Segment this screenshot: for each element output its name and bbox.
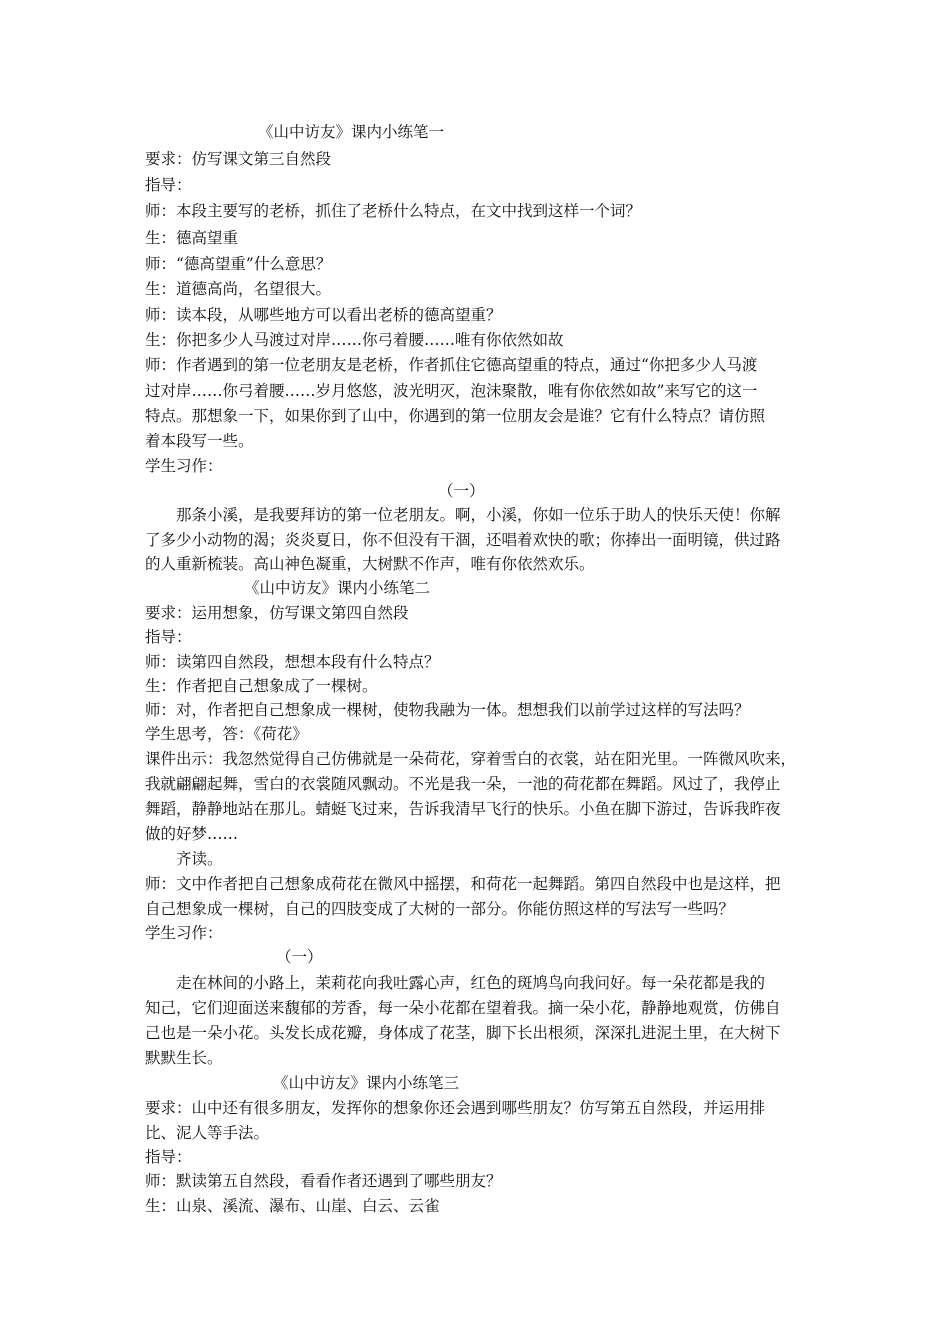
text-line: 师：本段主要写的老桥，抓住了老桥什么特点，在文中找到这样一个词？ [145,202,642,220]
text-line: 自己想象成一棵树，自己的四肢变成了大树的一部分。你能仿照这样的写法写一些吗？ [145,900,735,918]
section-title: 《山中访友》课内小练笔三 [273,1074,460,1092]
text-line: 生：作者把自己想象成了一棵树。 [145,677,378,695]
text-line: 要求：仿写课文第三自然段 [145,150,332,168]
text-line: 学生习作： [145,457,223,475]
text-line: 要求：山中还有很多朋友，发挥你的想象你还会遇到哪些朋友？仿写第五自然段，并运用排 [145,1099,766,1117]
text-line: 过对岸……你弓着腰……岁月悠悠，波光明灭，泡沫聚散，唯有你依然如故”来写它的这一 [145,382,758,400]
text-line: 学生习作： [145,924,223,942]
text-line: 师：对，作者把自己想象成一棵树，使物我融为一体。想想我们以前学过这样的写法吗？ [145,701,750,719]
text-line: 的人重新梳装。高山神色凝重，大树默不作声，唯有你依然欢乐。 [145,555,595,573]
text-line: 着本段写一些。 [145,432,254,450]
text-line: 师：文中作者把自己想象成荷花在微风中摇摆，和荷花一起舞蹈。第四自然段中也是这样，把 [145,875,781,893]
text-line: 师：作者遇到的第一位老朋友是老桥，作者抓住它德高望重的特点，通过“你把多少人马渡 [145,356,758,374]
text-line: 走在林间的小路上，茉莉花向我吐露心声，红色的斑鸠鸟向我问好。每一朵花都是我的 [176,974,766,992]
text-line: 师：读本段，从哪些地方可以看出老桥的德高望重？ [145,306,502,324]
text-line: 做的好梦…… [145,825,239,843]
text-line: 生：道德高尚，名望很大。 [145,280,332,298]
text-line: 指导： [145,1148,192,1166]
text-line: 默默生长。 [145,1049,223,1067]
text-line: 那条小溪，是我要拜访的第一位老朋友。啊，小溪，你如一位乐于助人的快乐天使！你解 [176,506,781,524]
text-line: 课件出示：我忽然觉得自己仿佛就是一朵荷花，穿着雪白的衣裳，站在阳光里。一阵微风吹来， [145,750,797,768]
text-line: 学生思考，答：《荷花》 [145,725,308,743]
section-title: 《山中访友》课内小练笔一 [258,123,445,141]
text-line: 齐读。 [176,850,223,868]
text-line: 己也是一朵小花。头发长成花瓣，身体成了花茎，脚下长出根须，深深扎进泥土里，在大树下 [145,1024,781,1042]
text-line: 比、泥人等手法。 [145,1124,270,1142]
text-line: 特点。那想象一下，如果你到了山中，你遇到的第一位朋友会是谁？它有什么特点？请仿照 [145,407,766,425]
text-line: 舞蹈，静静地站在那儿。蜻蜓飞过来，告诉我清早飞行的快乐。小鱼在脚下游过，告诉我昨夜 [145,800,781,818]
subsection-number: （一） [438,482,485,500]
text-line: 生：山泉、溪流、瀑布、山崖、白云、云雀 [145,1197,440,1215]
text-line: 师：读第四自然段，想想本段有什么特点？ [145,653,440,671]
subsection-number: （一） [276,948,323,966]
text-line: 师：默读第五自然段，看看作者还遇到了哪些朋友？ [145,1172,502,1190]
section-title: 《山中访友》课内小练笔二 [244,579,431,597]
text-line: 生：德高望重 [145,229,239,247]
text-line: 知己，它们迎面送来馥郁的芳香，每一朵小花都在望着我。摘一朵小花，静静地观赏，仿佛自 [145,999,781,1017]
text-line: 我就翩翩起舞，雪白的衣裳随风飘动。不光是我一朵，一池的荷花都在舞蹈。风过了，我停止 [145,775,781,793]
text-line: 要求：运用想象，仿写课文第四自然段 [145,604,409,622]
text-line: 生：你把多少人马渡过对岸……你弓着腰……唯有你依然如故 [145,331,564,349]
text-line: 指导： [145,176,192,194]
text-line: 师：“德高望重”什么意思？ [145,255,332,273]
text-line: 了多少小动物的渴；炎炎夏日，你不但没有干涸，还唱着欢快的歌；你捧出一面明镜，供过路 [145,531,781,549]
text-line: 指导： [145,628,192,646]
